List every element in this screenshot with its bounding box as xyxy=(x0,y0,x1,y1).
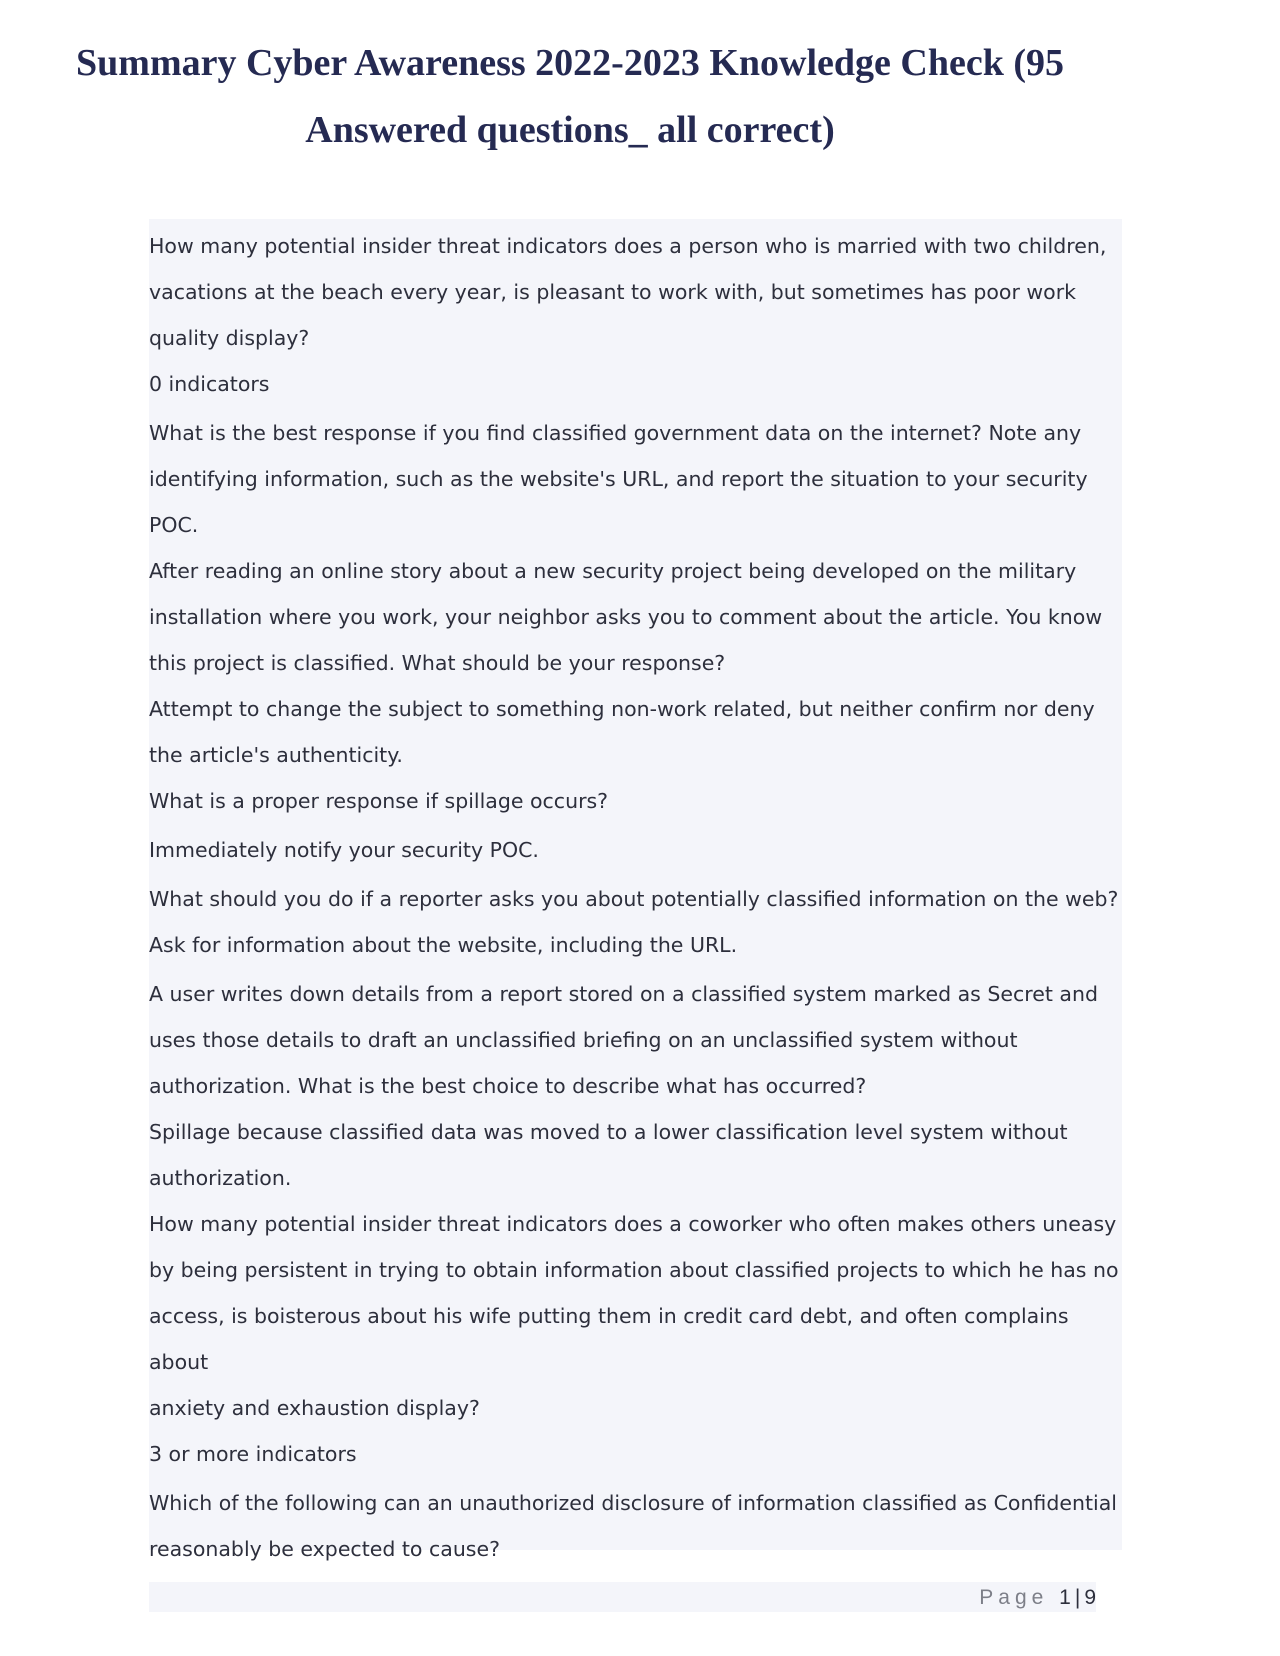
question-text: Which of the following can an unauthorized disclosure of information classified as Confidential reasonably be expected to cause? xyxy=(149,1491,1117,1561)
question-text: After reading an online story about a new security project being developed on the military installation where you work, your neighbor asks you to comment about the article. You know this project is classified. What should be your response? xyxy=(149,559,1103,675)
page-indicator xyxy=(979,1582,1096,1612)
qa-item xyxy=(149,1201,1122,1477)
question-text: How many potential insider threat indicators does a person who is married with two children, vacations at the beach every year, is pleasant to work with, but sometimes has poor work quality display? xyxy=(149,234,1107,350)
page-separator: | xyxy=(1074,1586,1081,1609)
answer-text: Attempt to change the subject to something non-work related, but neither confirm nor deny the article's authenticity. xyxy=(149,697,1095,767)
page-word: Page xyxy=(979,1586,1049,1609)
qa-item xyxy=(149,876,1122,968)
page-number: 1 xyxy=(1059,1586,1071,1609)
qa-item xyxy=(149,971,1122,1201)
document-title: Summary Cyber Awareness 2022-2023 Knowledge Check (95 Answered questions_ all correct) xyxy=(76,42,1064,151)
question-text: A user writes down details from a report stored on a classified system marked as Secret and uses those details to draft an unclassified briefing on an unclassified system without authorization. What is the best choice to describe what has occurred? xyxy=(149,982,1098,1098)
question-text: What should you do if a reporter asks you about potentially classified information on the web? xyxy=(149,887,1119,911)
answer-text: Immediately notify your security POC. xyxy=(149,838,539,862)
answer-text: 3 or more indicators xyxy=(149,1442,357,1466)
qa-item xyxy=(149,410,1122,548)
answer-text: 0 indicators xyxy=(149,372,270,396)
qa-item xyxy=(149,778,1122,873)
question-text: What is the best response if you find classified government data on the internet? Note any identifying information, such as the website's URL, and report the situation to your security POC. xyxy=(149,421,1088,537)
qa-item xyxy=(149,548,1122,778)
page-footer xyxy=(149,1582,1096,1612)
answer-text: Spillage because classified data was moved to a lower classification level system without authorization. xyxy=(149,1120,1068,1190)
page-total: 9 xyxy=(1084,1586,1096,1609)
qa-item xyxy=(149,223,1122,407)
question-text: How many potential insider threat indicators does a coworker who often makes others uneasy by being persistent in trying to obtain information about classified projects to which he has no access, is boisterous about his wife putting them in credit card debt, and often complains about anxiety and exhaustion display? xyxy=(149,1212,1119,1420)
question-text: What is a proper response if spillage occurs? xyxy=(149,789,609,813)
qa-content-panel xyxy=(149,219,1122,1561)
answer-text: Ask for information about the website, including the URL. xyxy=(149,933,738,957)
